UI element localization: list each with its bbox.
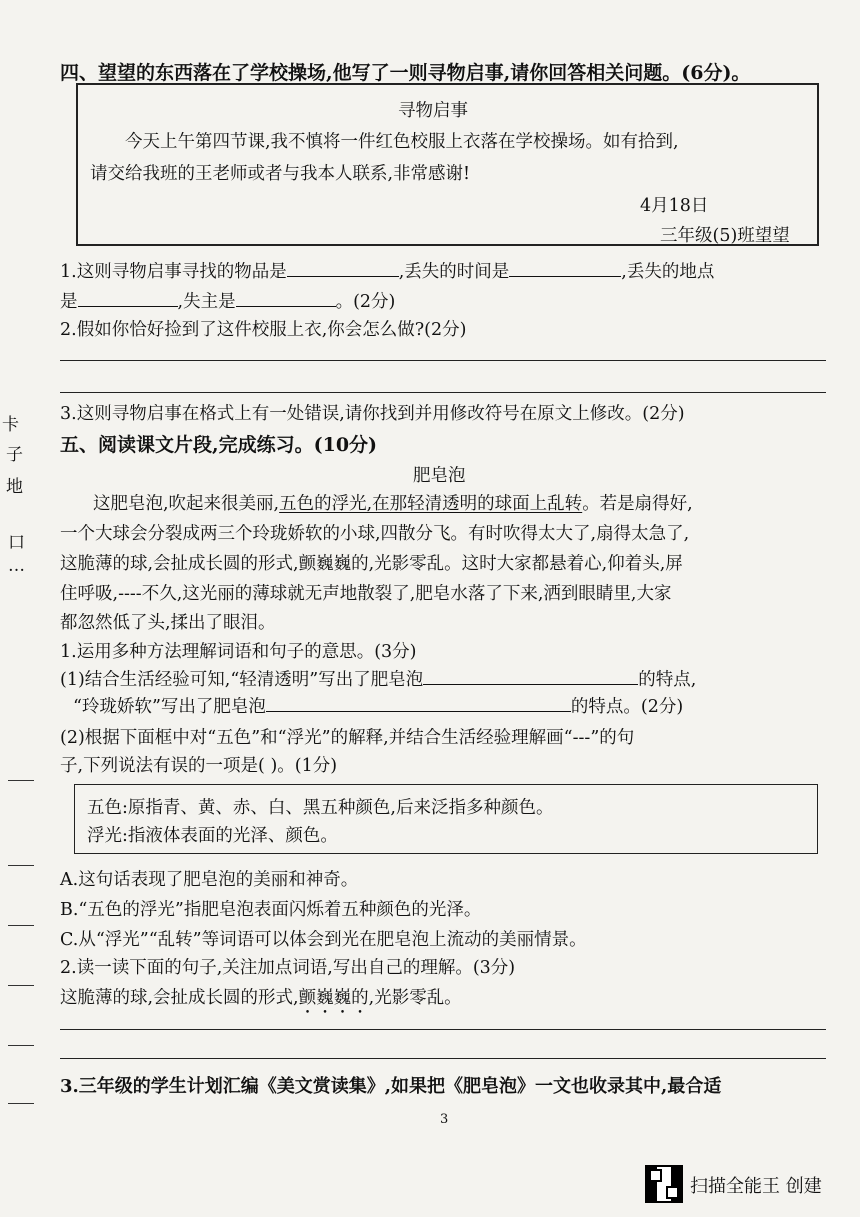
s4-q1-text-a: 1.这则寻物启事寻找的物品是 (60, 262, 287, 282)
section4-title: 四、望望的东西落在了学校操场,他写了一则寻物启事,请你回答相关问题。(6分)。 (60, 62, 751, 84)
passage-title: 肥皂泡 (413, 466, 466, 486)
s4-question3: 3.这则寻物启事在格式上有一处错误,请你找到并用修改符号在原文上修改。(2分) (60, 404, 685, 424)
margin-fragment: 卡 (2, 415, 19, 435)
s5-question2: 2.读一读下面的句子,关注加点词语,写出自己的理解。(3分) (60, 958, 516, 978)
s5-q2-sentence (60, 984, 462, 1018)
s5-q1-part1-line1 (60, 666, 696, 691)
passage-line5: 都忽然低了头,揉出了眼泪。 (60, 613, 276, 633)
notice-date: 4月18日 (640, 196, 709, 216)
margin-fragment: 地 (6, 477, 23, 497)
answer-line[interactable] (60, 392, 826, 393)
notice-signature: 三年级(5)班望望 (660, 226, 790, 246)
answer-line[interactable] (60, 1058, 826, 1059)
answer-blank-time[interactable] (509, 262, 621, 277)
passage-line1 (93, 490, 693, 515)
answer-line[interactable] (60, 360, 826, 361)
passage-line2: 一个大球会分裂成两三个玲珑娇软的小球,四散分飞。有时吹得太大了,扇得太急了, (60, 524, 690, 544)
margin-line (8, 1045, 34, 1046)
s5-q1-part1-line2 (73, 693, 683, 718)
s5-q1-part2-line2: 子,下列说法有误的一项是( )。(1分) (60, 756, 338, 776)
s4-q1-text-b: ,丢失的时间是 (398, 262, 510, 282)
margin-line (8, 1103, 34, 1104)
margin-line (8, 865, 34, 866)
option-c[interactable]: C.从“浮光”“乱转”等词语可以体会到光在肥皂泡上流动的美丽情景。 (60, 930, 587, 950)
s5-q1-1-text-c: “玲珑娇软”写出了肥皂泡 (73, 697, 266, 717)
s4-q1-text-d: 是 (60, 292, 78, 312)
answer-blank-owner[interactable] (236, 292, 336, 307)
answer-line[interactable] (60, 1029, 826, 1030)
margin-fragment: 子 (6, 445, 23, 465)
s5-question1: 1.运用多种方法理解词语和句子的意思。(3分) (60, 642, 417, 662)
passage-line3: 这脆薄的球,会扯成长圆的形式,颤巍巍的,光影零乱。这时大家都悬着心,仰着头,屏 (60, 554, 683, 574)
s5-q1-1-text-d: 的特点。(2分) (570, 697, 684, 717)
passage-line1-pre: 这肥皂泡,吹起来很美丽, (93, 494, 280, 514)
dotted-words: 颤巍巍的 (298, 988, 369, 1008)
s4-q1-text-f: 。(2分) (335, 292, 396, 312)
notice-body-line2: 请交给我班的王老师或者与我本人联系,非常感谢! (90, 164, 471, 184)
s5-q2-sentence-pre: 这脆薄的球,会扯成长圆的形式, (60, 988, 299, 1008)
margin-fragment: 口 (8, 533, 25, 553)
scanner-watermark: 扫描全能王 创建 (690, 1176, 822, 1197)
definition-wuse: 五色:原指青、黄、赤、白、黑五种颜色,后来泛指多种颜色。 (87, 798, 554, 818)
answer-blank-transparent[interactable] (423, 670, 638, 685)
margin-line (8, 780, 34, 781)
passage-line1-post: 。若是扇得好, (582, 494, 693, 514)
s4-question1-line2 (60, 288, 395, 313)
s5-q2-sentence-post: ,光影零乱。 (368, 988, 462, 1008)
answer-blank-item[interactable] (287, 262, 399, 277)
margin-fragment: … (8, 556, 25, 576)
option-a[interactable]: A.这句话表现了肥皂泡的美丽和神奇。 (60, 870, 359, 890)
s5-q1-part2-line1: (2)根据下面框中对“五色”和“浮光”的解释,并结合生活经验理解画“---”的句 (60, 728, 635, 748)
s5-question3: 3.三年级的学生计划汇编《美文赏读集》,如果把《肥皂泡》一文也收录其中,最合适 (60, 1076, 722, 1097)
margin-line (8, 985, 34, 986)
answer-blank-delicate[interactable] (266, 697, 571, 712)
margin-line (8, 925, 34, 926)
definition-fuguang: 浮光:指液体表面的光泽、颜色。 (87, 826, 338, 846)
passage-line4: 住呼吸,----不久,这光丽的薄球就无声地散裂了,肥皂水落了下来,洒到眼睛里,大家 (60, 584, 672, 604)
s5-q1-1-text-a: (1)结合生活经验可知,“轻清透明”写出了肥皂泡 (60, 670, 424, 690)
s4-question2: 2.假如你恰好捡到了这件校服上衣,你会怎么做?(2分) (60, 320, 467, 340)
s4-question1-line1 (60, 258, 714, 283)
page-number: 3 (440, 1112, 449, 1127)
notice-title: 寻物启事 (398, 101, 468, 121)
section5-title: 五、阅读课文片段,完成练习。(10分) (60, 434, 378, 456)
qr-code-icon (645, 1165, 683, 1203)
answer-blank-place[interactable] (78, 292, 178, 307)
s4-q1-text-c: ,丢失的地点 (621, 262, 715, 282)
s4-q1-text-e: ,失主是 (177, 292, 236, 312)
option-b[interactable]: B.“五色的浮光”指肥皂泡表面闪烁着五种颜色的光泽。 (60, 900, 482, 920)
underlined-sentence: 五色的浮光,在那轻清透明的球面上乱转 (279, 494, 583, 514)
notice-body-line1: 今天上午第四节课,我不慎将一件红色校服上衣落在学校操场。如有拾到, (125, 132, 679, 152)
s5-q1-1-text-b: 的特点, (638, 670, 697, 690)
